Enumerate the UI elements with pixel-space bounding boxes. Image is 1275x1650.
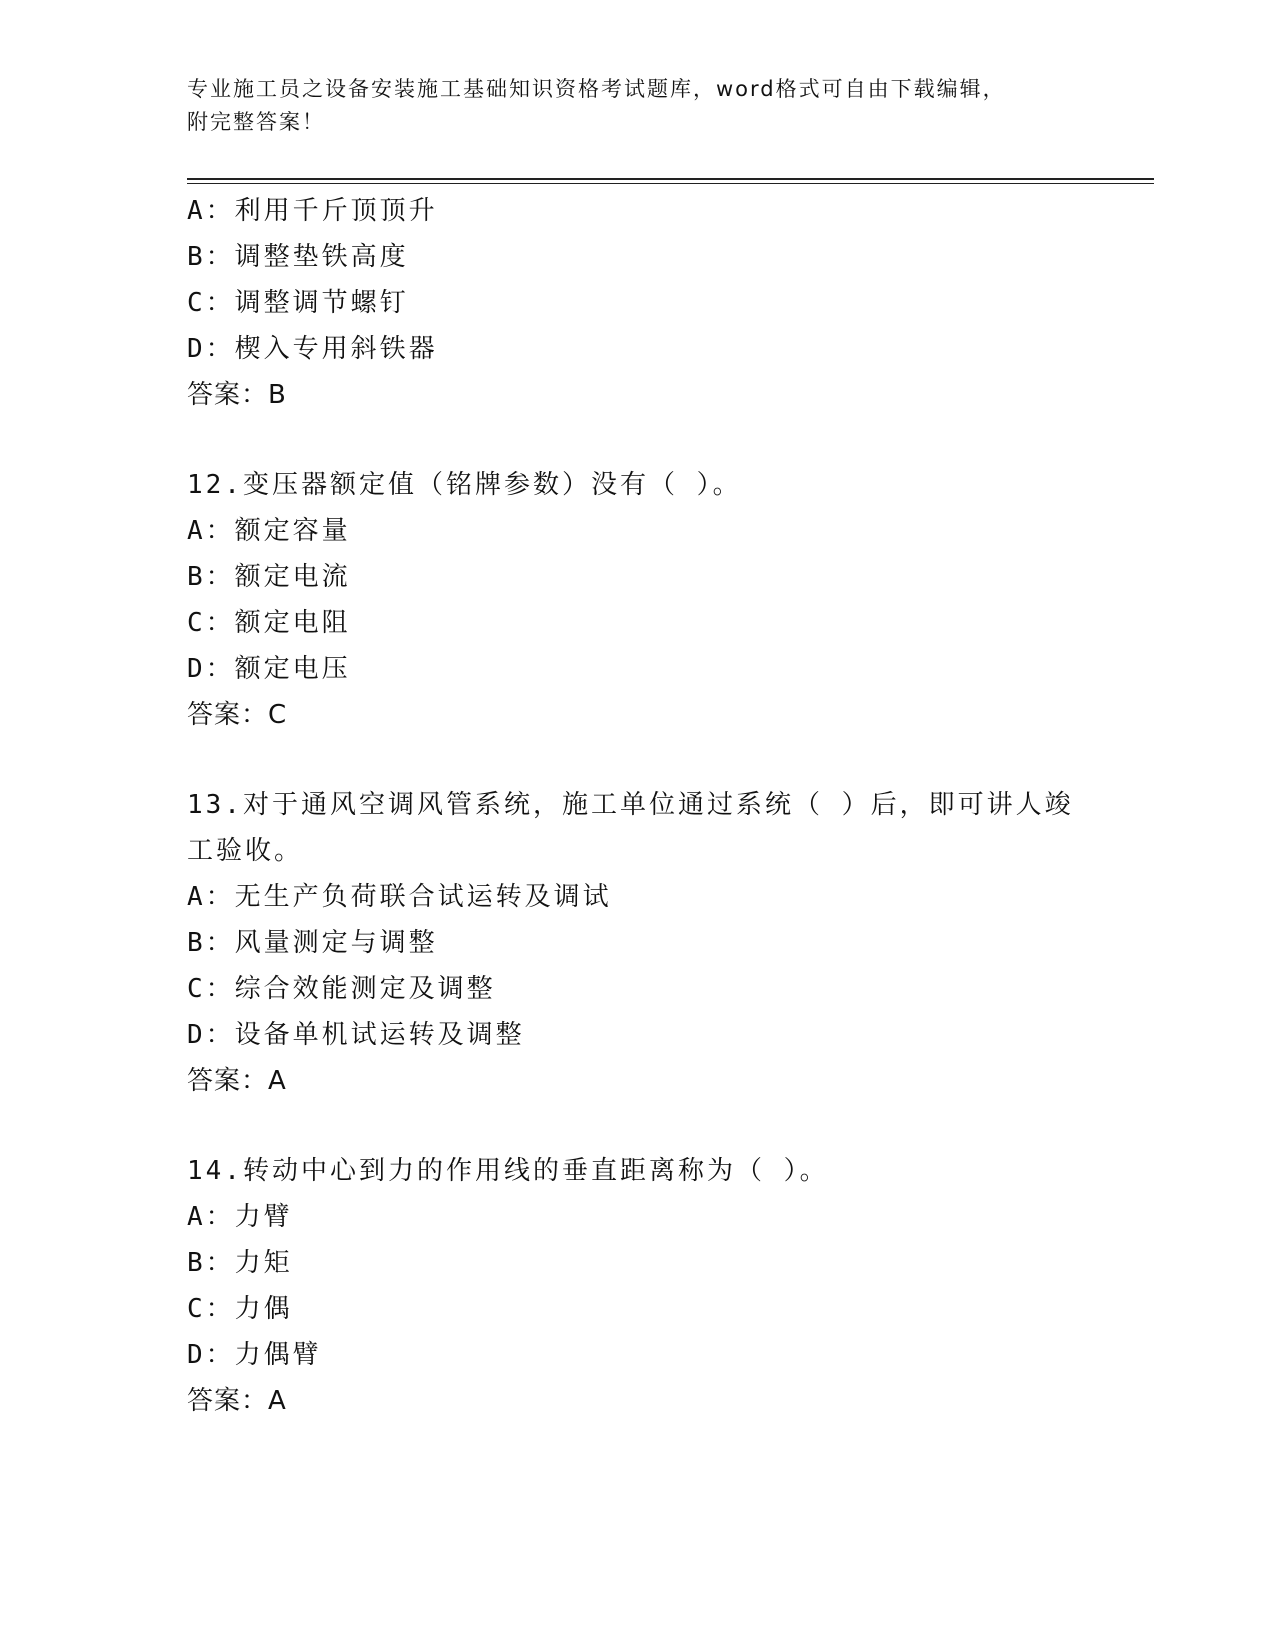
answer-line: 答案：C [187,700,288,730]
option-d: D：设备单机试运转及调整 [187,1020,525,1050]
option-a: A：力臂 [187,1202,293,1232]
option-d: D：额定电压 [187,654,351,684]
option-d: D：楔入专用斜铁器 [187,334,438,364]
option-a: A：无生产负荷联合试运转及调试 [187,882,612,912]
question-14 [187,1148,1087,1424]
header-divider-thin [187,183,1154,184]
document-header [187,73,1087,139]
question-stem: 12.变压器额定值（铭牌参数）没有（ ）。 [187,470,742,500]
header-line-2: 附完整答案！ [187,110,325,134]
question-13 [187,782,1087,1104]
question-stem-line-1: 13.对于通风空调风管系统，施工单位通过系统（ ）后，即可讲人竣 [187,790,1074,820]
question-stem: 14.转动中心到力的作用线的垂直距离称为（ ）。 [187,1156,829,1186]
option-a: A：额定容量 [187,516,351,546]
answer-line: 答案：A [187,1386,287,1416]
question-spacer [187,738,1087,782]
question-stem-line-2: 工验收。 [187,836,304,866]
option-c: C：额定电阻 [187,608,351,638]
option-d: D：力偶臂 [187,1340,322,1370]
option-a: A：利用千斤顶顶升 [187,196,438,226]
question-spacer [187,1104,1087,1148]
option-b: B：力矩 [187,1248,293,1278]
option-c: C：调整调节螺钉 [187,288,409,318]
option-c: C：力偶 [187,1294,293,1324]
option-c: C：综合效能测定及调整 [187,974,496,1004]
answer-line: 答案：A [187,1066,287,1096]
option-b: B：调整垫铁高度 [187,242,409,272]
question-11 [187,188,1087,418]
option-b: B：额定电流 [187,562,351,592]
header-divider-thick [187,178,1154,180]
question-spacer [187,418,1087,462]
question-12 [187,462,1087,738]
option-b: B：风量测定与调整 [187,928,438,958]
question-list [187,188,1087,1424]
header-line-1: 专业施工员之设备安装施工基础知识资格考试题库，word格式可自由下载编辑， [187,77,1006,101]
answer-line: 答案：B [187,380,287,410]
